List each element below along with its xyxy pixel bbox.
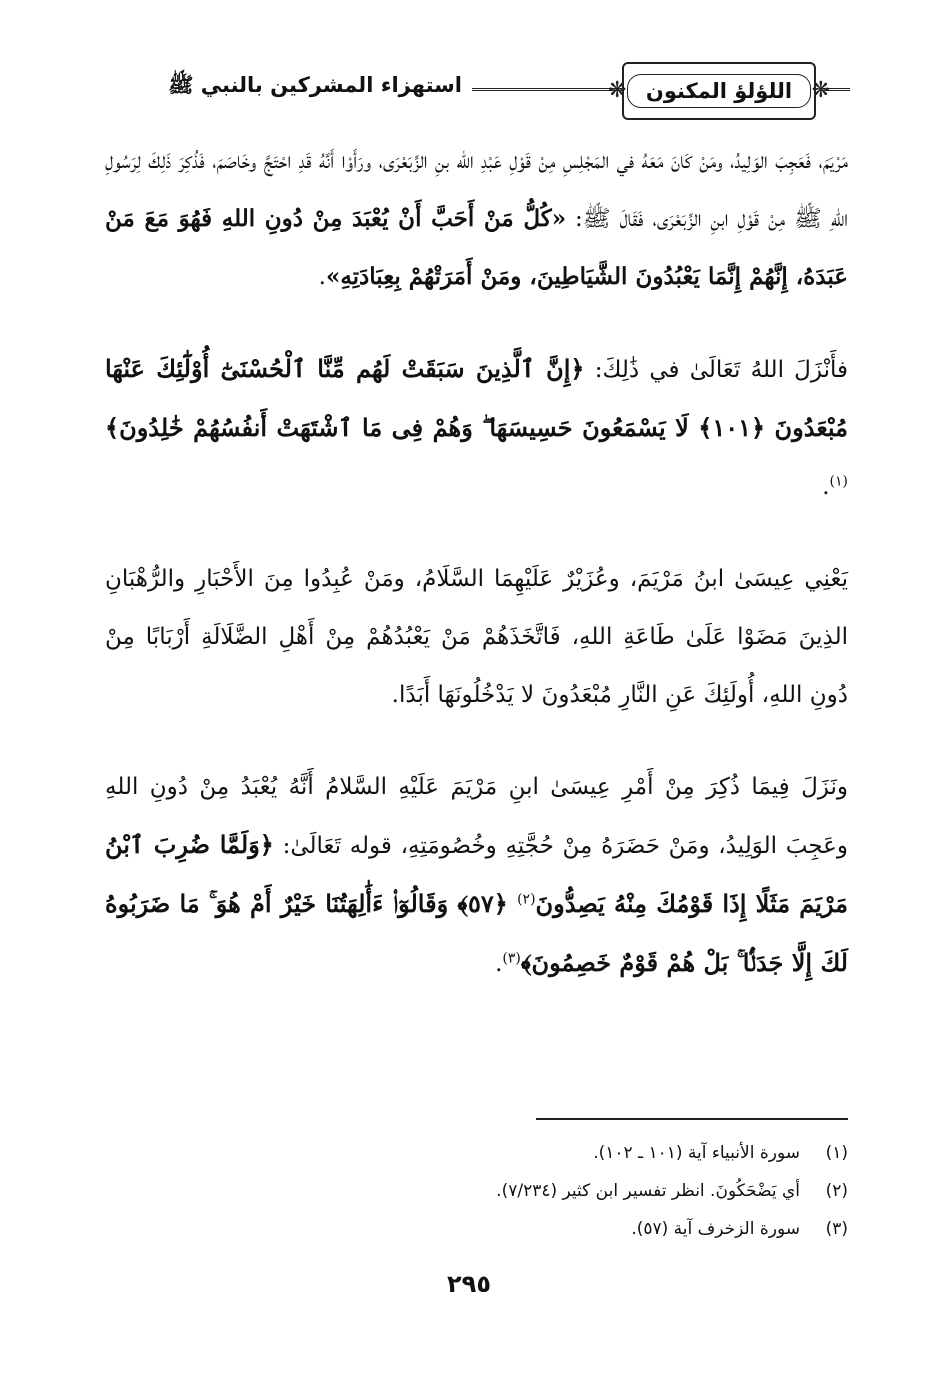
chapter-title: استهزاء المشركين بالنبي ﷺ <box>168 73 462 97</box>
footnote-text: أي يَضْحَكُونَ. انظر تفسير ابن كثير (٧/٢٣٤). <box>496 1181 800 1201</box>
paragraph-tail: . <box>495 951 503 977</box>
paragraph-1 <box>105 132 848 306</box>
page-number: ٢٩٥ <box>447 1270 491 1298</box>
paragraph-text: مَرْيَمَ، فَعَجِبَ الوَلِيدُ، ومَنْ كَانَ مَعَهُ في المَجْلِسِ مِنْ قَوْلِ عَبْدِ الله بنِ الزِّبَعْرَى، ورَأَوْا أَنَّهُ قَدِ احْتَجَّ وخَاصَمَ، فَذُكِرَ ذَلِكَ لِرَسُولِ اللهِ ﷺ مِنْ قَوْلِ ابنِ الزِّبَعْرَى، فَقَالَ ﷺ: <box>105 148 849 232</box>
footnote-text: سورة الزخرف آية (٥٧). <box>631 1219 800 1239</box>
quran-verse: ﴿٥٧﴾ وَقَالُوٓا۟ ءَأَٰلِهَتُنَا خَيْرٌ أَمْ هُوَ ۚ مَا ضَرَبُوهُ لَكَ إِلَّا جَدَلًۢا ۚ بَلْ هُمْ قَوْمٌ خَصِمُونَ﴾ <box>105 889 848 977</box>
footnote <box>248 1210 848 1248</box>
paragraph-tail: . <box>318 264 326 290</box>
hadith-quote: «كُلُّ مَنْ أَحَبَّ أَنْ يُعْبَدَ مِنْ دُونِ اللهِ فَهُوَ مَعَ مَنْ عَبَدَهُ، إِنَّهُمْ إِنَّمَا يَعْبُدُونَ الشَّيَاطِينَ، ومَنْ أَمَرَتْهُمْ بِعِبَادَتِهِ» <box>105 205 848 290</box>
footnote <box>248 1134 848 1172</box>
footnote <box>248 1172 848 1210</box>
footnote-ref: (٢) <box>517 891 536 908</box>
paragraph-3 <box>105 550 848 724</box>
paragraph-4 <box>105 758 848 993</box>
book-title-frame <box>622 62 816 120</box>
quran-verse: ﴿إِنَّ ٱلَّذِينَ سَبَقَتْ لَهُم مِّنَّا ٱلْحُسْنَىٰٓ أُوْلَٰٓئِكَ عَنْهَا مُبْعَدُونَ ﴿١٠١﴾ لَا يَسْمَعُونَ حَسِيسَهَا ۖ وَهُمْ فِى مَا ٱشْتَهَتْ أَنفُسُهُمْ خَٰلِدُونَ﴾ <box>105 354 848 442</box>
footnote-number: (٢) <box>825 1181 848 1201</box>
book-title: ❋ اللؤلؤ المكنون <box>627 74 811 108</box>
footnote-text: سورة الأنبياء آية (١٠١ ـ ١٠٢). <box>593 1143 800 1163</box>
footnote-ref: (١) <box>829 473 848 490</box>
running-header <box>88 58 850 122</box>
paragraph-tail: . <box>822 474 830 500</box>
paragraph-text: فأَنْزَلَ اللهُ تَعَالَىٰ في ذَٰلِكَ: <box>584 357 848 383</box>
footnote-number: (٣) <box>825 1219 848 1239</box>
paragraph-2 <box>105 340 848 516</box>
footnote-ref: (٣) <box>502 950 521 967</box>
footnote-divider <box>536 1118 848 1120</box>
footnotes <box>248 1134 848 1248</box>
quran-verse: ﴿وَلَمَّا ضُرِبَ ٱبْنُ مَرْيَمَ مَثَلًا إِذَا قَوْمُكَ مِنْهُ يَصِدُّونَ <box>105 830 849 918</box>
main-text <box>105 132 848 1027</box>
paragraph-text: يَعْنِي عِيسَىٰ ابنُ مَرْيَمَ، وعُزَيْرٌ عَلَيْهِمَا السَّلَامُ، ومَنْ عُبِدُوا مِنَ الأَحْبَارِ والرُّهْبَانِ الذِينَ مَضَوْا عَلَىٰ طَاعَةِ اللهِ، فَاتَّخَذَهُمْ مَنْ يَعْبُدُهُمْ مِنْ أَهْلِ الضَّلَالَةِ أَرْبَابًا مِنْ دُونِ اللهِ، أُولَئِكَ عَنِ النَّارِ مُبْعَدُونَ لا يَدْخُلُونَهَا أَبَدًا. <box>105 566 848 708</box>
footnote-number: (١) <box>825 1143 848 1163</box>
paragraph-text: ونَزَلَ فِيمَا ذُكِرَ مِنْ أَمْرِ عِيسَىٰ ابنِ مَرْيَمَ عَلَيْهِ السَّلامُ أَنَّهُ يُعْبَدُ مِنْ دُونِ اللهِ وعَجِبَ الوَلِيدُ، ومَنْ حَضَرَهُ مِنْ حُجَّتِهِ وخُصُومَتِهِ، قوله تَعَالَىٰ: <box>105 774 848 859</box>
header-rule-middle <box>472 88 622 91</box>
